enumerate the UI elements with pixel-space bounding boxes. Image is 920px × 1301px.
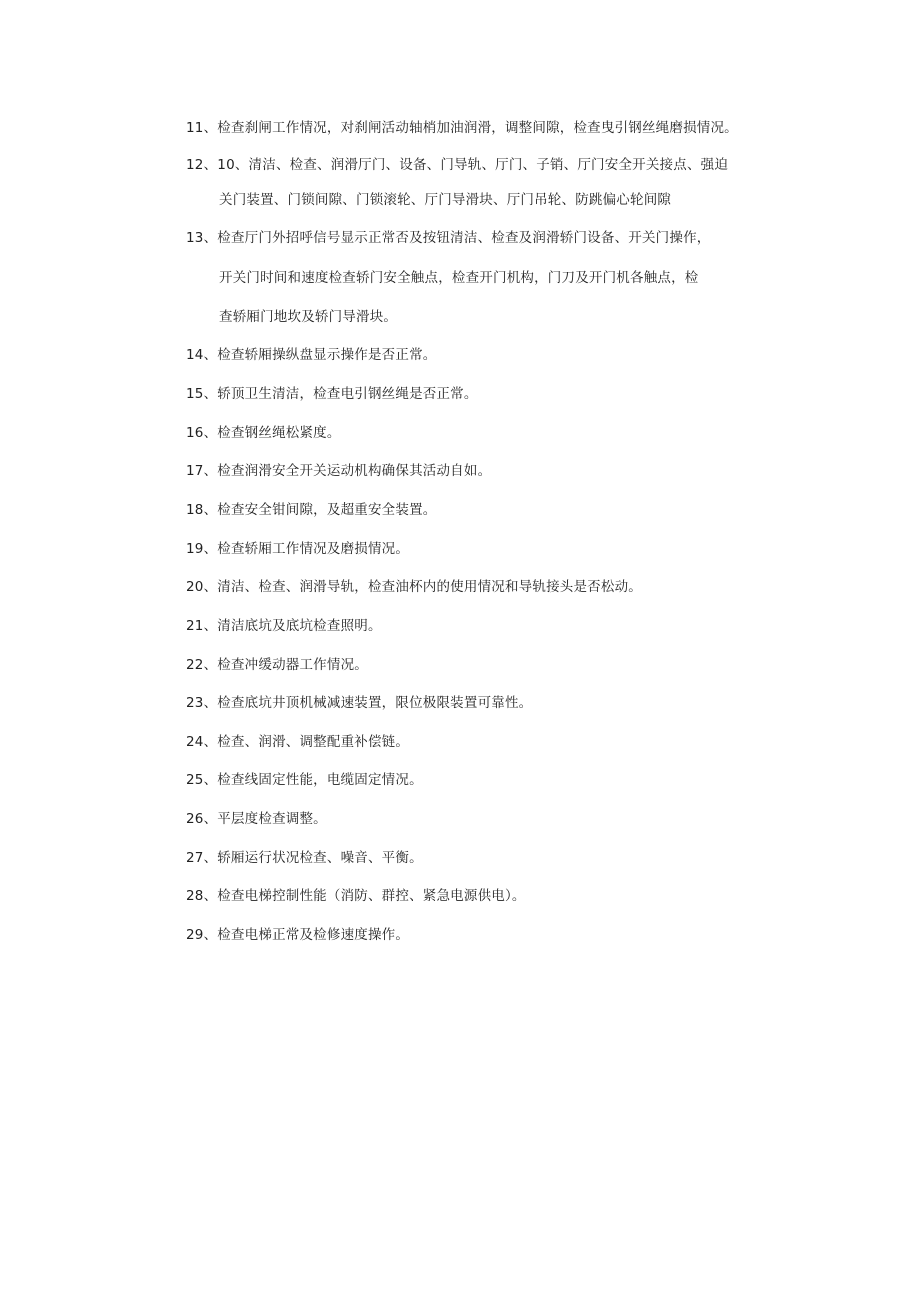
item-11-line: 11、检查刹闸工作情况，对刹闸活动轴梢加油润滑，调整间隙，检查曳引钢丝绳磨损情况。 — [186, 120, 738, 136]
item-28-line: 28、检查电梯控制性能（消防、群控、紧急电源供电）。 — [186, 888, 526, 904]
item-22-line: 22、检查冲缓动器工作情况。 — [186, 657, 368, 673]
item-12-line: 12、10、清洁、检查、润滑厅门、设备、门导轨、厅门、子销、厅门安全开关接点、强迫 — [186, 157, 729, 173]
item-13-continuation-1: 开关门时间和速度检查轿门安全触点，检查开门机构，门刀及开门机各触点，检 — [219, 270, 699, 286]
item-27-line: 27、轿厢运行状况检查、噪音、平衡。 — [186, 850, 423, 866]
item-24-line: 24、检查、润滑、调整配重补偿链。 — [186, 734, 410, 750]
item-17-line: 17、检查润滑安全开关运动机构确保其活动自如。 — [186, 463, 492, 479]
item-18-line: 18、检查安全钳间隙，及超重安全装置。 — [186, 502, 437, 518]
item-13-continuation-2: 查轿厢门地坎及轿门导滑块。 — [219, 309, 398, 325]
item-29-line: 29、检查电梯正常及检修速度操作。 — [186, 927, 410, 943]
item-16-line: 16、检查钢丝绳松紧度。 — [186, 425, 341, 441]
item-15-line: 15、轿顶卫生清洁，检查电引钢丝绳是否正常。 — [186, 386, 478, 402]
item-25-line: 25、检查线固定性能，电缆固定情况。 — [186, 772, 423, 788]
item-12-continuation: 关门装置、门锁间隙、门锁滚轮、厅门导滑块、厅门吊轮、防跳偏心轮间隙 — [219, 192, 672, 208]
item-13-line: 13、检查厅门外招呼信号显示正常否及按钮清洁、检查及润滑轿门设备、开关门操作， — [186, 230, 711, 246]
item-19-line: 19、检查轿厢工作情况及磨损情况。 — [186, 541, 410, 557]
item-21-line: 21、清洁底坑及底坑检查照明。 — [186, 618, 382, 634]
item-23-line: 23、检查底坑井顶机械减速装置，限位极限装置可靠性。 — [186, 695, 533, 711]
item-26-line: 26、平层度检查调整。 — [186, 811, 327, 827]
item-20-line: 20、清洁、检查、润滑导轨，检查油杯内的使用情况和导轨接头是否松动。 — [186, 579, 642, 595]
item-14-line: 14、检查轿厢操纵盘显示操作是否正常。 — [186, 347, 437, 363]
